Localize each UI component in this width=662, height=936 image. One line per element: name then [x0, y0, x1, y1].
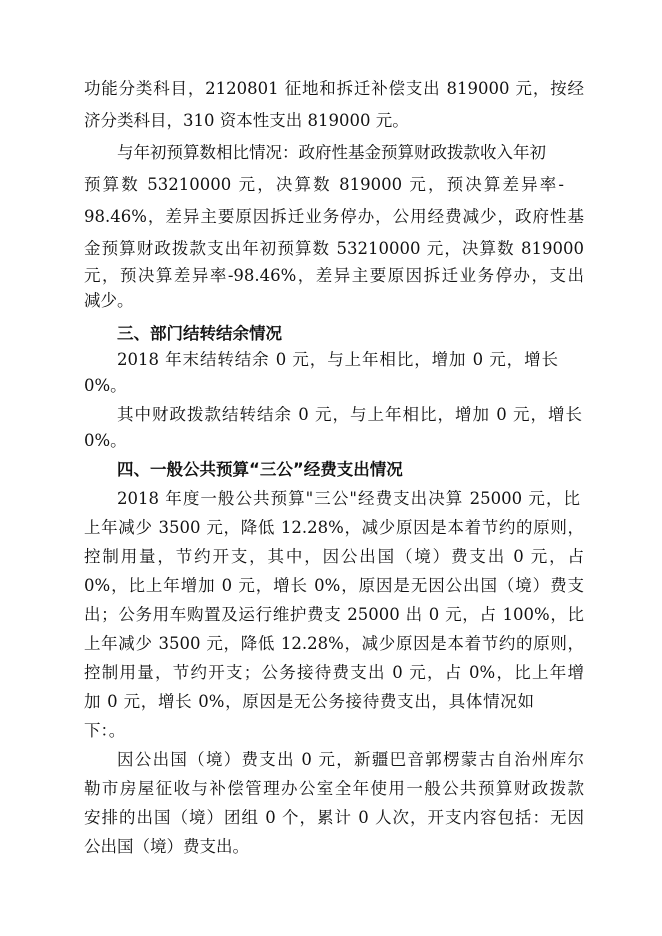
paragraph-line: 0%，比上年增加 0 元，增长 0%，原因是无因公出国（境）费支 — [84, 576, 584, 595]
paragraph-line: 0%。 — [84, 431, 127, 450]
paragraph-line: 预算数 53210000 元，决算数 819000 元，预决算差异率- — [84, 175, 564, 194]
paragraph-line: 安排的出国（境）团组 0 个，累计 0 人次，开支内容包括：无因 — [84, 808, 584, 827]
paragraph-line: 上年减少 3500 元，降低 12.28%，减少原因是本着节约的原则， — [84, 518, 584, 537]
paragraph-line: 加 0 元，增长 0%，原因是无公务接待费支出，具体情况如 — [84, 692, 534, 711]
paragraph-line: 下：。 — [84, 721, 126, 740]
section-heading-three-public: 四、一般公共预算“三公”经费支出情况 — [117, 460, 403, 479]
paragraph-line: 减少。 — [84, 291, 134, 310]
paragraph-line: 公出国（境）费支出。 — [84, 837, 249, 856]
paragraph-line: 因公出国（境）费支出 0 元，新疆巴音郭楞蒙古自治州库尔 — [117, 750, 584, 769]
paragraph-line: 0%。 — [84, 376, 127, 395]
paragraph-line: 上年减少 3500 元，降低 12.28%，减少原因是本着节约的原则， — [84, 634, 584, 653]
paragraph-line: 出；公务用车购置及运行维护费支 25000 出 0 元，占 100%，比 — [84, 605, 584, 624]
paragraph-line: 2018 年度一般公共预算"三公"经费支出决算 25000 元，比 — [117, 489, 580, 508]
paragraph-line: 控制用量，节约开支，其中，因公出国（境）费支出 0 元，占 — [84, 547, 584, 566]
paragraph-line: 其中财政拨款结转结余 0 元，与上年相比，增加 0 元，增长 — [117, 405, 582, 424]
paragraph-line: 元，预决算差异率-98.46%，差异主要原因拆迁业务停办，支出 — [84, 266, 584, 285]
paragraph-line: 2018 年末结转结余 0 元，与上年相比，增加 0 元，增长 — [117, 350, 558, 369]
paragraph-line: 与年初预算数相比情况：政府性基金预算财政拨款收入年初 — [117, 143, 546, 162]
paragraph-line: 控制用量，节约开支；公务接待费支出 0 元，占 0%，比上年增 — [84, 663, 584, 682]
section-heading-carryover: 三、部门结转结余情况 — [117, 324, 282, 343]
paragraph-line: 98.46%，差异主要原因拆迁业务停办，公用经费减少，政府性基 — [84, 207, 584, 226]
paragraph-line: 济分类科目，310 资本性支出 819000 元。 — [84, 111, 409, 130]
paragraph-line: 功能分类科目，2120801 征地和拆迁补偿支出 819000 元，按经 — [84, 79, 584, 98]
paragraph-line: 金预算财政拨款支出年初预算数 53210000 元，决算数 819000 — [84, 239, 584, 258]
paragraph-line: 勒市房屋征收与补偿管理办公室全年使用一般公共预算财政拨款 — [84, 779, 584, 798]
